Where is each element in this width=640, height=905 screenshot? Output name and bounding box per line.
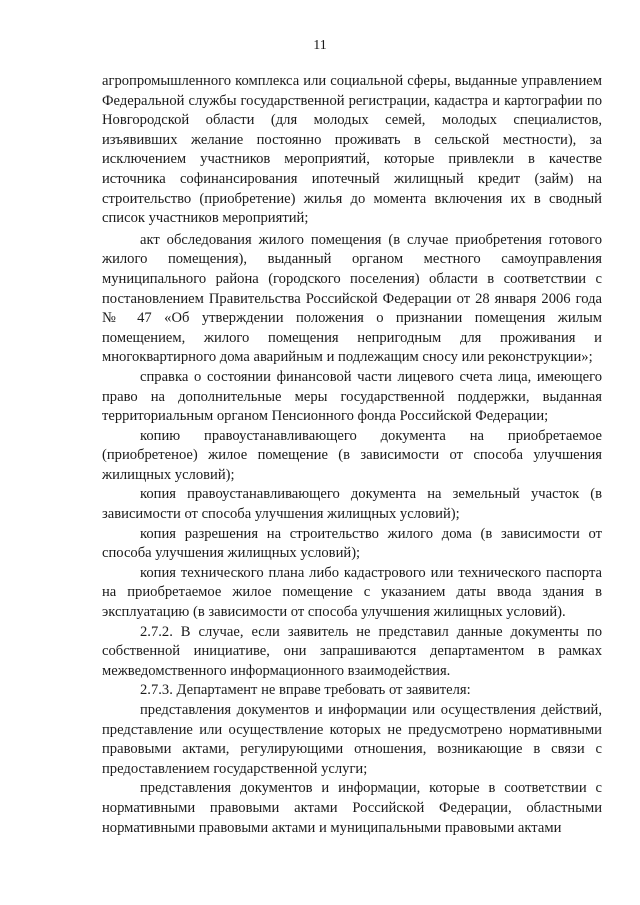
- body-text: [102, 72, 602, 838]
- paragraph-prohibited-requirement-1: представления документов и информации или осуществления действий, представление или осуществление которых не предусмотрено нормативными правовыми актами, регулирующими отношения, возникающие в связи с предоставлением государственной услуги;: [102, 702, 602, 777]
- paragraph-prohibited-requirement-2: представления документов и информации, которые в соответствии с нормативными правовыми актами Российской Федерации, областными нормативными правовыми актами и муниципальными правовыми актами: [102, 780, 602, 836]
- paragraph-continuation: агропромышленного комплекса или социальной сферы, выданные управлением Федеральной службы государственной регистрации, кадастра и картографии по Новгородской области (для молодых семей, молодых специалистов, изъявивших желание постоянно проживать в сельской местности), за исключением участников мероприятий, которые привлекли в качестве источника софинансирования ипотечный жилищный кредит (займ) на строительство (приобретение) жилья до момента включения их в сводный список участников мероприятий;: [102, 73, 602, 227]
- paragraph-section-2-7-3: 2.7.3. Департамент не вправе требовать от заявителя:: [140, 682, 471, 699]
- paragraph-section-2-7-2: 2.7.2. В случае, если заявитель не представил данные документы по собственной инициативе, они запрашиваются департаментом в рамках межведомственного информационного взаимодействия.: [102, 623, 602, 679]
- paragraph-housing-title-copy: копию правоустанавливающего документа на приобретаемое (приобретеное) жилое помещение (в зависимости от способа улучшения жилищных условий);: [102, 427, 602, 483]
- paragraph-housing-inspection-act: акт обследования жилого помещения (в случае приобретения готового жилого помещения), выданный органом местного самоуправления муниципального района (городского поселения) области в соответствии с постановлением Правительства Российской Федерации от 28 января 2006 года № 47 «Об утверждении положения о признании помещения жилым помещением, жилого помещения непригодным для проживания и многоквартирного дома аварийным и подлежащим сносу или реконструкции»;: [102, 231, 602, 366]
- paragraph-technical-plan-copy: копия технического плана либо кадастрового или технического паспорта на приобретаемое жилое помещение с указанием даты ввода здания в эксплуатацию (в зависимости от способа улучшения жилищных условий).: [102, 564, 602, 621]
- page-number: 11: [313, 38, 327, 53]
- paragraph-building-permit-copy: копия разрешения на строительство жилого дома (в зависимости от способа улучшения жилищных условий);: [102, 525, 602, 562]
- paragraph-pension-fund-certificate: справка о состоянии финансовой части лицевого счета лица, имеющего право на дополнительные меры государственной поддержки, выданная территориальным органом Пенсионного фонда Российской Федерации;: [102, 368, 602, 425]
- paragraph-land-title-copy: копия правоустанавливающего документа на земельный участок (в зависимости от способа улучшения жилищных условий);: [102, 486, 602, 523]
